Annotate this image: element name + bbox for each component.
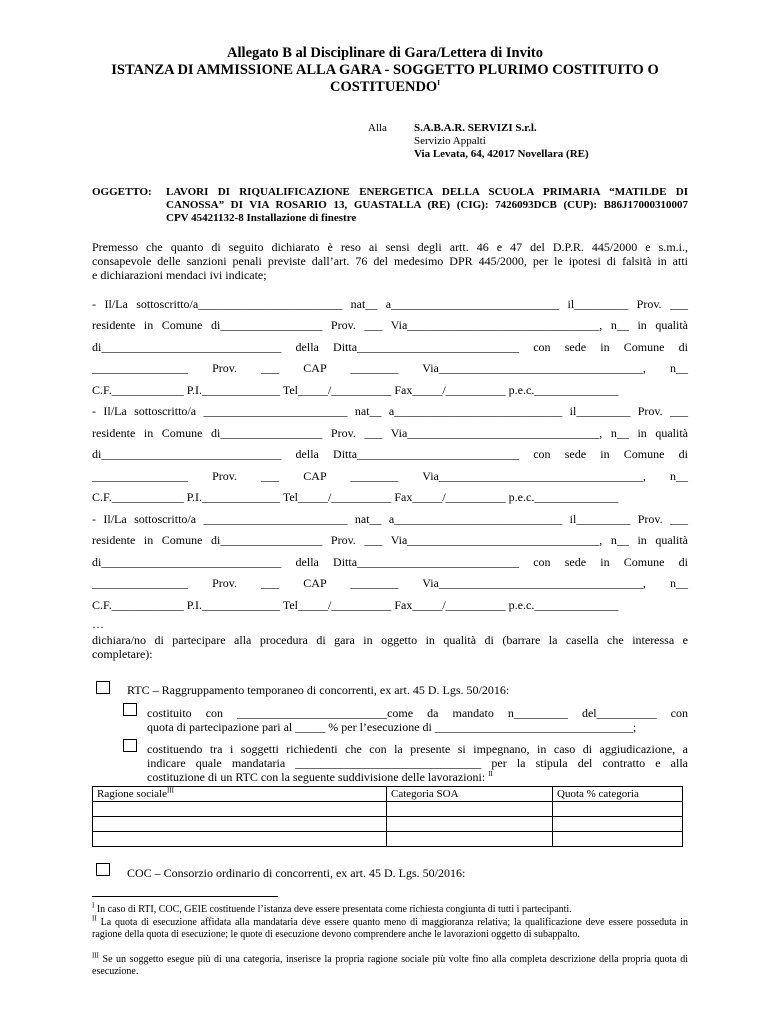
addressee-label: Alla bbox=[368, 122, 387, 134]
rtc-costituito-line2: quota di partecipazione pari al _____ % per l’esecuzione di _________________________________; bbox=[147, 720, 637, 734]
coc-checkbox[interactable] bbox=[96, 863, 110, 876]
rtc-costituendo-line3: costituzione di un RTC con la seguente suddivisione delle lavorazioni: $^{II}$ bbox=[147, 770, 493, 784]
rtc-costituito-line1: costituito con _________________________come da mandato n_________ del__________ con bbox=[147, 706, 688, 720]
footnote-III: $^{III}$ Se un soggetto esegue più di una categoria, inserisce la propria ragione sociale più volte fino alla completa descrizione della propria quota di esecuzione. bbox=[92, 951, 688, 977]
oggetto-line3: CPV 45421132-8 Installazione di finestre bbox=[166, 212, 357, 224]
table-row bbox=[93, 802, 683, 817]
declarant-3-line2: residente in Comune di_________________ Prov. ___ Via________________________________, n__ in qualità bbox=[92, 533, 688, 547]
premessa-line1: Premesso che quanto di seguito dichiarato è reso ai sensi degli artt. 46 e 47 del D.P.R. 445/2000 e s.m.i., bbox=[92, 240, 688, 254]
declarant-1-line1: - Il/La sottoscritto/a________________________ nat__ a____________________________ il_________ Prov. ___ bbox=[92, 297, 688, 311]
coc-label: COC – Consorzio ordinario di concorrenti, ex art. 45 D. Lgs. 50/2016: bbox=[127, 866, 466, 880]
declarant-1-line3: di______________________________ della Ditta___________________________ con sede in Comune di bbox=[92, 340, 688, 354]
table-row bbox=[93, 832, 683, 847]
table-cell[interactable] bbox=[387, 817, 553, 832]
declarant-3-line1: - Il/La sottoscritto/a ________________________ nat__ a____________________________ il_________ Prov. ___ bbox=[92, 512, 688, 526]
footnote-separator bbox=[92, 896, 278, 897]
declarant-3-line5: C.F.____________ P.I._____________ Tel_____/__________ Fax_____/__________ p.e.c.______________ bbox=[92, 598, 619, 612]
footnote-ref-II: II bbox=[488, 770, 493, 778]
table-cell[interactable] bbox=[553, 817, 683, 832]
table-cell[interactable] bbox=[93, 802, 387, 817]
footnote-I: $^I$ In caso di RTI, COC, GEIE costituende l’istanza deve essere presentata come richiesta congiunta di tutti i partecipanti. bbox=[92, 901, 572, 915]
declarant-2-line3: di______________________________ della Ditta___________________________ con sede in Comune di bbox=[92, 447, 688, 461]
addressee-department: Servizio Appalti bbox=[414, 135, 486, 147]
declarant-1-line2: residente in Comune di_________________ Prov. ___ Via________________________________, n__ in qualità bbox=[92, 318, 688, 332]
table-header-row bbox=[93, 787, 683, 802]
declarant-2-line2: residente in Comune di_________________ Prov. ___ Via________________________________, n__ in qualità bbox=[92, 426, 688, 440]
rtc-costituendo-line2: indicare quale mandataria _______________________________ per la stipula del contratto e alla bbox=[147, 756, 688, 770]
declarant-3-line4: ________________ Prov. ___ CAP ________ Via__________________________________, n__ bbox=[92, 576, 688, 590]
declarant-2-line5: C.F.____________ P.I._____________ Tel_____/__________ Fax_____/__________ p.e.c.______________ bbox=[92, 490, 619, 504]
dichiara-line1: dichiara/no di partecipare alla procedura di gara in oggetto in qualità di (barrare la casella che interessa e bbox=[92, 633, 688, 647]
footnote-ref-III: III bbox=[166, 785, 174, 794]
table-cell[interactable] bbox=[553, 802, 683, 817]
addressee-address: Via Levata, 64, 42017 Novellara (RE) bbox=[414, 148, 589, 160]
premessa-line3: e dichiarazioni mendaci ivi indicate; bbox=[92, 268, 267, 282]
footnote-II: $^{II}$ La quota di esecuzione affidata alla mandataria deve essere quanto meno di maggioranza relativa; la qualificazione deve essere posseduta in ragione della quota di esecuzione; le quote di esecuzione devono comprendere anche le lavorazioni oggetto di subappalto. bbox=[92, 914, 688, 940]
rtc-costituito-checkbox[interactable] bbox=[123, 703, 137, 716]
document-title-line3: $COSTITUENDO^I$ bbox=[330, 79, 440, 95]
oggetto-line2: CANOSSA” DI VIA ROSARIO 13, GUASTALLA (RE) (CIG): 7426093DCB (CUP): B86J17000310007 bbox=[166, 199, 688, 211]
table-header-ragione-sociale: Ragione sociale$^{III}$ bbox=[93, 787, 387, 802]
declarant-1-line4: ________________ Prov. ___ CAP ________ Via__________________________________, n__ bbox=[92, 361, 688, 375]
table-cell[interactable] bbox=[387, 832, 553, 847]
table-header-categoria-soa: Categoria SOA bbox=[387, 787, 553, 802]
rtc-label: RTC – Raggruppamento temporaneo di concorrenti, ex art. 45 D. Lgs. 50/2016: bbox=[127, 683, 510, 697]
table-header-quota: Quota % categoria bbox=[553, 787, 683, 802]
rtc-checkbox[interactable] bbox=[96, 681, 110, 694]
table-cell[interactable] bbox=[93, 832, 387, 847]
table-cell[interactable] bbox=[553, 832, 683, 847]
dichiara-line2: completare): bbox=[92, 647, 153, 661]
declarant-3-line3: di______________________________ della Ditta___________________________ con sede in Comune di bbox=[92, 555, 688, 569]
oggetto-line1: LAVORI DI RIQUALIFICAZIONE ENERGETICA DELLA SCUOLA PRIMARIA “MATILDE DI bbox=[166, 186, 688, 198]
declarant-1-line5: C.F.____________ P.I._____________ Tel_____/__________ Fax_____/__________ p.e.c.______________ bbox=[92, 383, 619, 397]
premessa-line2: consapevole delle sanzioni penali previste dall’art. 76 del medesimo DPR 445/2000, per le ipotesi di falsità in atti bbox=[92, 254, 688, 268]
table-row bbox=[93, 817, 683, 832]
oggetto-label: OGGETTO: bbox=[92, 186, 152, 198]
addressee-name: S.A.B.A.R. SERVIZI S.r.l. bbox=[414, 122, 537, 134]
declarant-2-line1: - Il/La sottoscritto/a ________________________ nat__ a____________________________ il_________ Prov. ___ bbox=[92, 404, 688, 418]
table-cell[interactable] bbox=[387, 802, 553, 817]
document-title-line1: Allegato B al Disciplinare di Gara/Lettera di Invito bbox=[227, 45, 543, 61]
rtc-costituendo-line1: costituendo tra i soggetti richiedenti che con la presente si impegnano, in caso di aggiudicazione, a bbox=[147, 742, 688, 756]
lavorazioni-table bbox=[92, 786, 683, 847]
rtc-costituendo-checkbox[interactable] bbox=[123, 739, 137, 752]
footnote-ref-I: I bbox=[437, 79, 440, 88]
table-cell[interactable] bbox=[93, 817, 387, 832]
declarant-2-line4: ________________ Prov. ___ CAP ________ Via__________________________________, n__ bbox=[92, 469, 688, 483]
ellipsis: … bbox=[92, 617, 104, 631]
document-title-line2: ISTANZA DI AMMISSIONE ALLA GARA - SOGGETTO PLURIMO COSTITUITO O bbox=[111, 62, 659, 78]
